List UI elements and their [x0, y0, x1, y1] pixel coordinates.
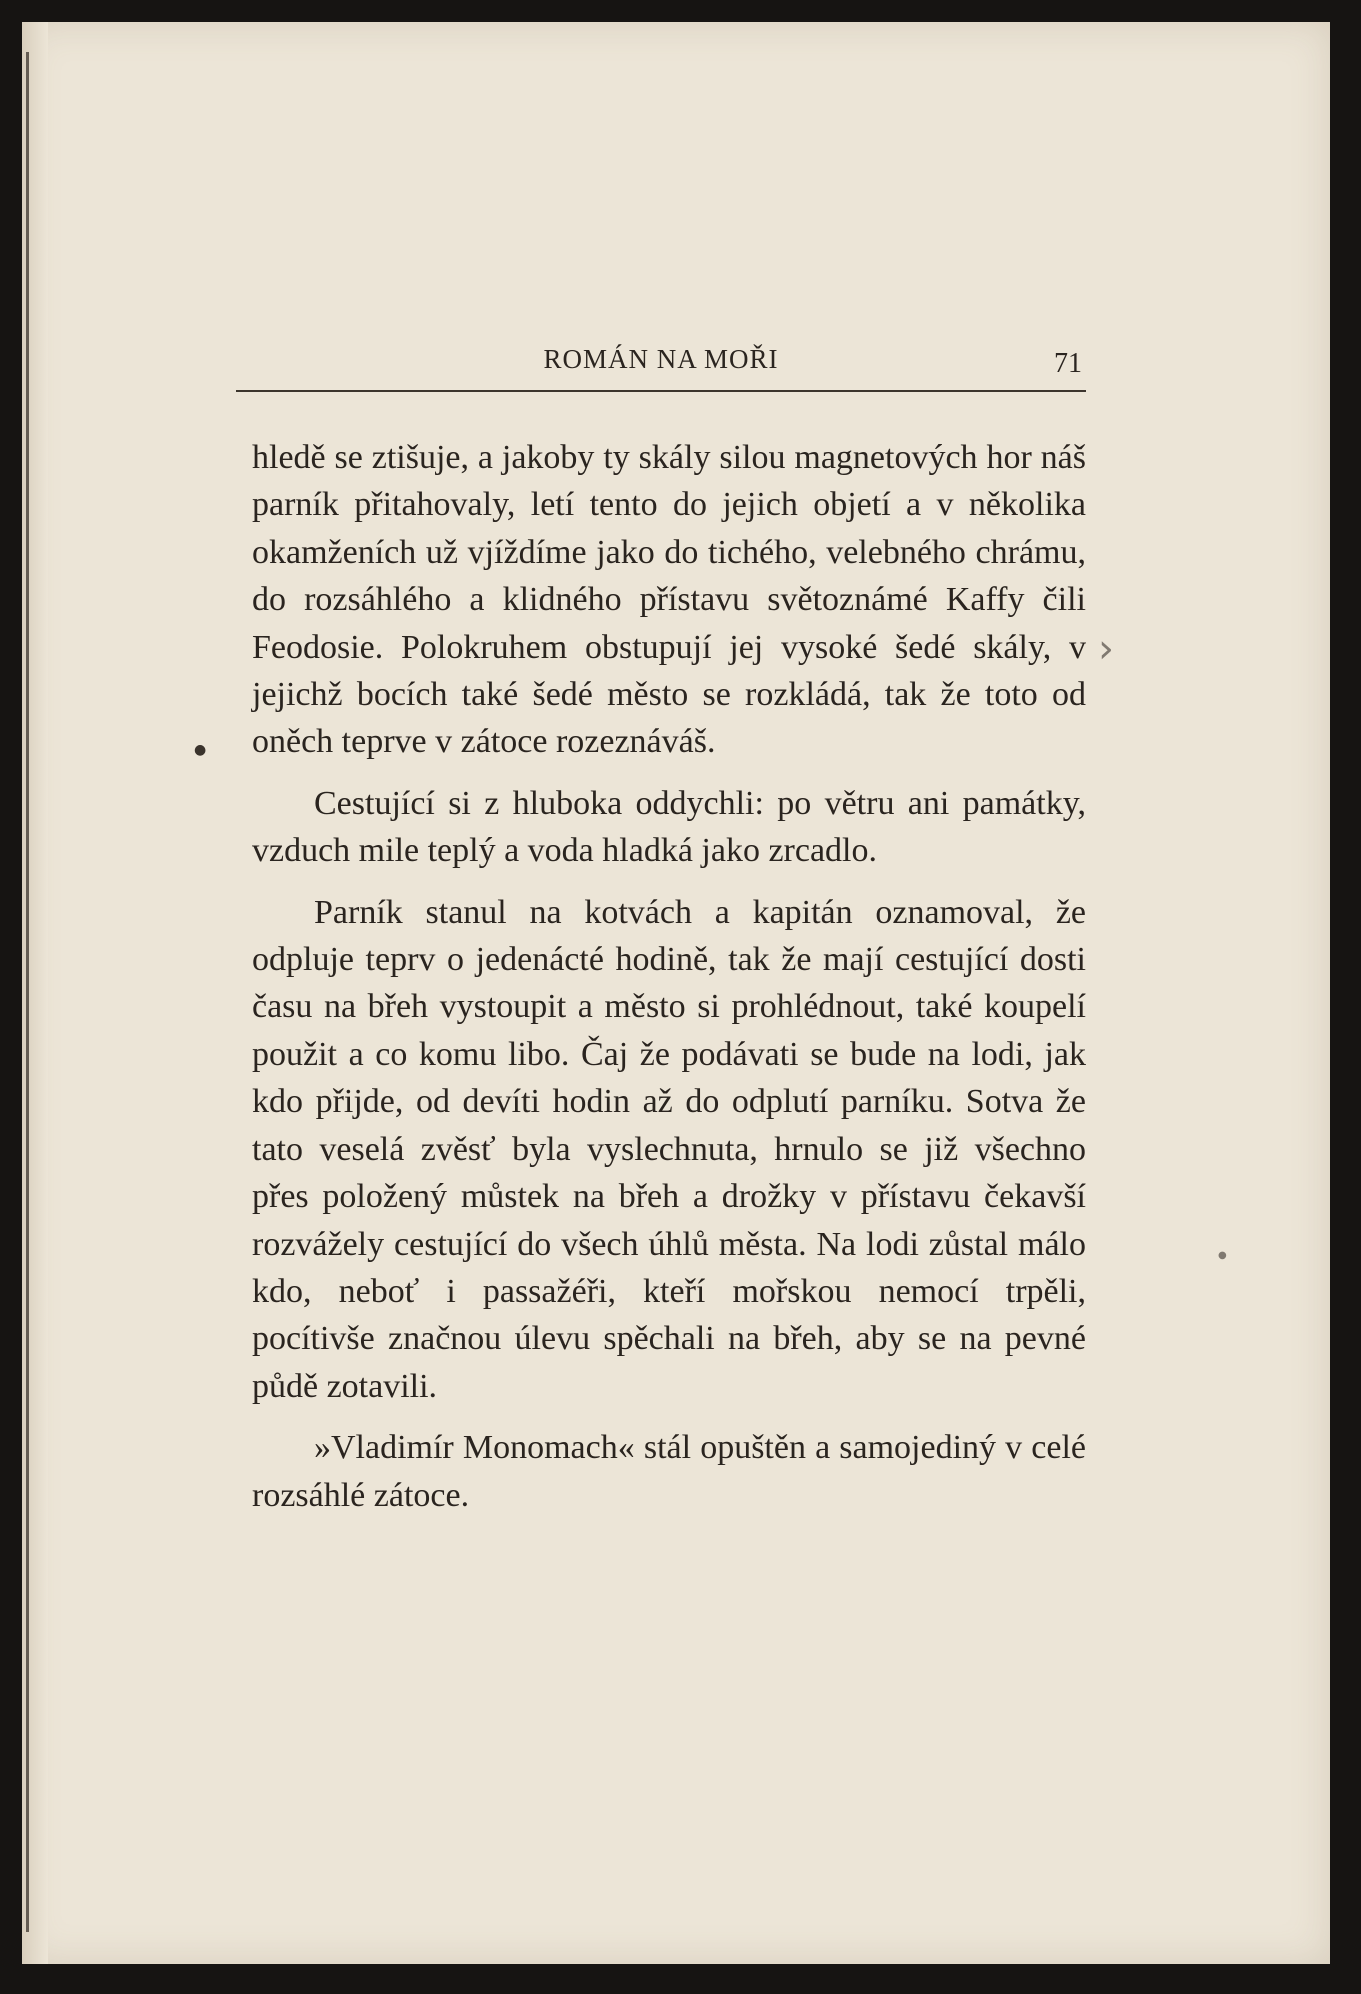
- binding-line: [26, 52, 29, 1932]
- paragraph-1: hledě se ztišuje, a jakoby ty skály silou magnetových hor náš parník přitahovaly, letí tento do jejich objetí a v několika okamženích už vjíždíme jako do tichého, velebného chrámu, do rozsáhlého a klidného přístavu světoznámé Kaffy čili Feodosie. Polokruhem obstupují jej vysoké šedé skály, v jejichž bocích také šedé město se rozkládá, tak že toto od oněch teprve v zátoce rozeznáváš.: [252, 439, 1086, 761]
- margin-dot-icon: ●: [194, 742, 207, 758]
- running-head: [236, 330, 1086, 392]
- page-number: 71: [1054, 348, 1082, 379]
- body-text: [252, 434, 1086, 1533]
- paragraph-2: Cestující si z hluboka oddychli: po větru ani památky, vzduch mile teplý a voda hladká jako zrcadlo.: [252, 784, 1086, 870]
- paragraph-3: Parník stanul na kotvách a kapitán oznamoval, že odpluje teprv o jedenácté hodině, tak že mají cestující dosti času na břeh vystoupit a město si prohlédnout, také koupelí použit a co komu libo. Čaj že podávati se bude na lodi, jak kdo přijde, od devíti hodin až do odplutí parníku. Sotva že tato veselá zvěsť byla vyslechnuta, hrnulo se již všechno přes položený můstek na břeh a drožky v přístavu čekavší rozvážely cestující do všech úhlů města. Na lodi zůstal málo kdo, neboť i passažéři, kteří mořskou nemocí trpěli, pocítivše značnou úlevu spěchali na břeh, aby se na pevné půdě zotavili.: [252, 893, 1086, 1405]
- book-page: [22, 22, 1330, 1964]
- margin-dot-icon-right: ●: [1218, 1250, 1227, 1261]
- margin-chevron-icon: ›: [1098, 626, 1114, 672]
- running-head-title: ROMÁN NA MOŘI: [543, 344, 779, 374]
- paragraph-4: »Vladimír Monomach« stál opuštěn a samojediný v celé rozsáhlé zátoce.: [252, 1429, 1086, 1514]
